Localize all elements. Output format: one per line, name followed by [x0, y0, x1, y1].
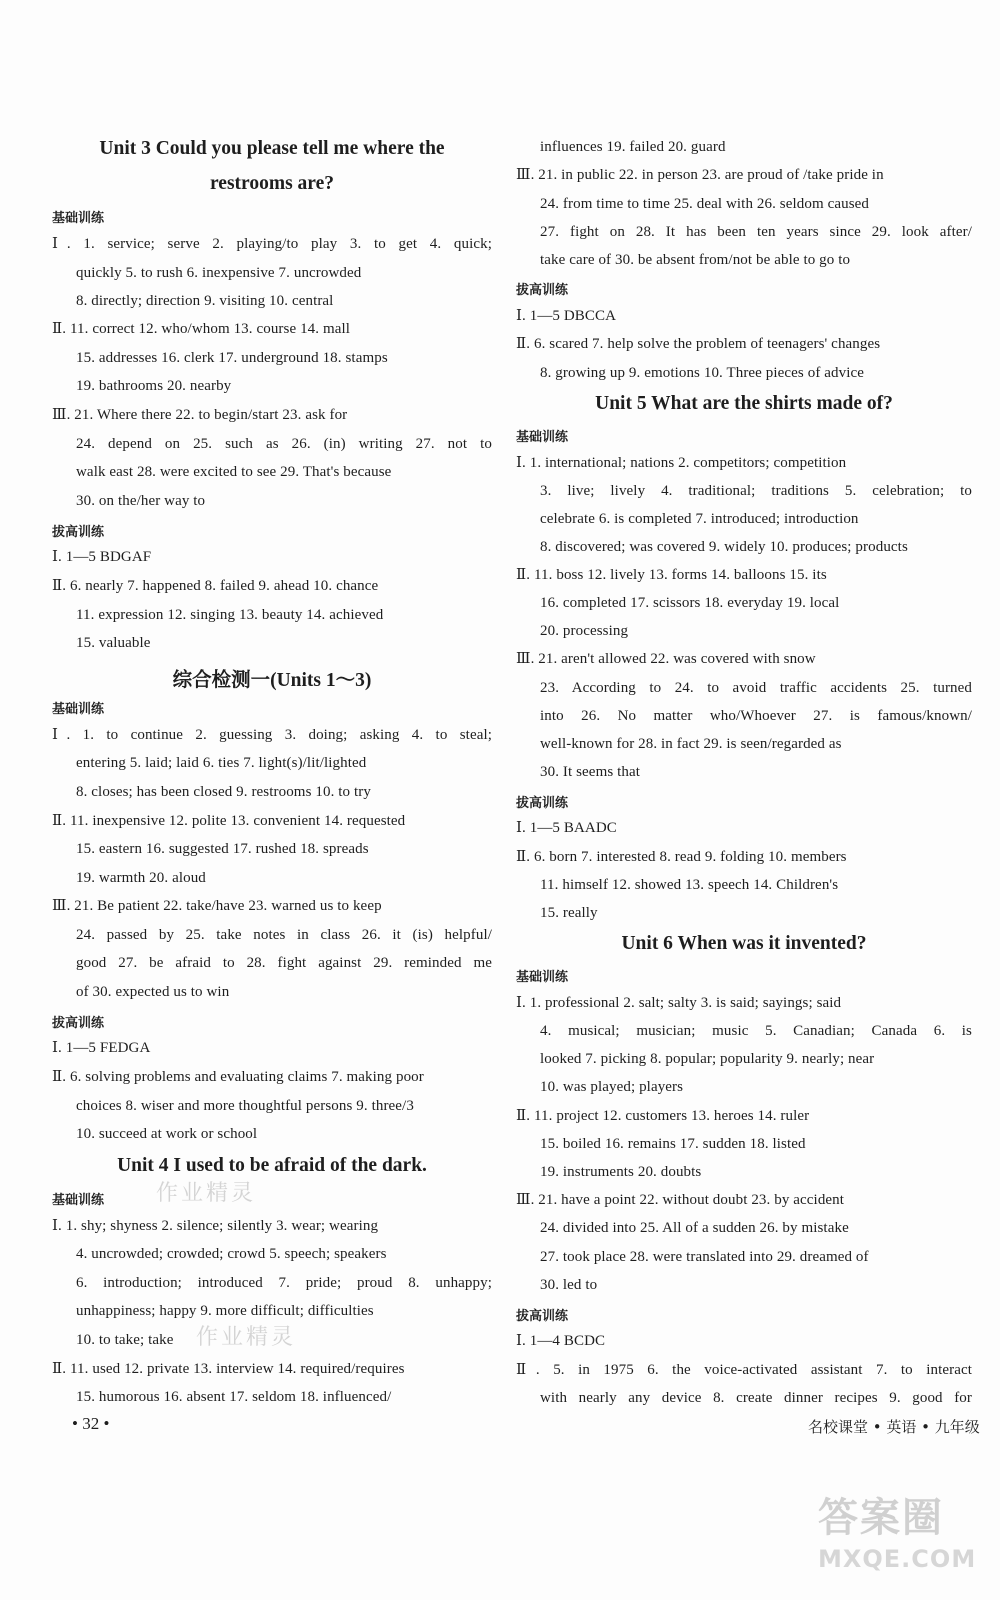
- answer-line: 30. led to: [540, 1277, 598, 1293]
- answer-line: 30. It seems that: [540, 764, 641, 780]
- answer-line: Ⅰ. 1. service; serve 2. playing/to play 3. to get 4. quick;: [52, 236, 492, 252]
- answer-line: 24. from time to time 25. deal with 26. seldom caused: [540, 196, 869, 212]
- answer-line: 30. on the/her way to: [76, 493, 206, 509]
- answer-line: 24. passed by 25. take notes in class 26. it (is) helpful/: [76, 927, 492, 943]
- answer-line: 8. growing up 9. emotions 10. Three pieces of advice: [540, 365, 865, 381]
- answer-line: Ⅱ. 11. used 12. private 13. interview 14. required/requires: [52, 1361, 405, 1377]
- answer-line: 15. addresses 16. clerk 17. underground 18. stamps: [76, 350, 388, 366]
- unit4-title: Unit 4 I used to be afraid of the dark.: [117, 1155, 427, 1176]
- answer-line: Ⅱ. 11. inexpensive 12. polite 13. convenient 14. requested: [52, 813, 406, 829]
- section-basic: 基础训练: [516, 430, 569, 445]
- answer-line: Ⅰ. 1—5 BAADC: [516, 820, 617, 836]
- answer-line: Ⅱ. 6. solving problems and evaluating claims 7. making poor: [52, 1069, 424, 1085]
- section-advanced: 拔高训练: [52, 1016, 105, 1031]
- answer-line: unhappiness; happy 9. more difficult; difficulties: [76, 1303, 374, 1319]
- watermark-logo-text: 答案圈: [818, 1495, 944, 1541]
- answer-line: Ⅲ. 21. Be patient 22. take/have 23. warned us to keep: [52, 898, 382, 914]
- answer-line: Ⅲ. 21. in public 22. in person 23. are proud of /take pride in: [516, 167, 884, 183]
- answer-line: 8. closes; has been closed 9. restrooms 10. to try: [76, 784, 371, 800]
- answer-line: with nearly any device 8. create dinner recipes 9. good for: [540, 1390, 972, 1406]
- answer-line: Ⅱ. 11. boss 12. lively 13. forms 14. balloons 15. its: [516, 567, 827, 583]
- unit3-title: Unit 3 Could you please tell me where the: [99, 138, 445, 159]
- answer-line: Ⅰ. 1. shy; shyness 2. silence; silently 3. wear; wearing: [52, 1218, 379, 1234]
- answer-line: 4. uncrowded; crowded; crowd 5. speech; speakers: [76, 1246, 387, 1262]
- answer-line: 27. fight on 28. It has been ten years since 29. look after/: [540, 224, 972, 240]
- answer-line: 15. valuable: [76, 635, 151, 651]
- watermark-url: MXQE.COM: [818, 1545, 977, 1573]
- answer-line: good 27. be afraid to 28. fight against 29. reminded me: [76, 955, 492, 971]
- answer-line: Ⅱ. 5. in 1975 6. the voice-activated assistant 7. to interact: [516, 1362, 972, 1378]
- answer-line: 3. live; lively 4. traditional; traditions 5. celebration; to: [540, 483, 972, 499]
- page-number: • 32 •: [72, 1414, 110, 1433]
- section-basic: 基础训练: [52, 211, 105, 226]
- answer-line: Ⅰ. 1—5 BDGAF: [52, 549, 152, 565]
- answer-line: 15. humorous 16. absent 17. seldom 18. influenced/: [76, 1389, 392, 1405]
- answer-line: 10. succeed at work or school: [76, 1126, 258, 1142]
- answer-line: Ⅰ. 1. to continue 2. guessing 3. doing; asking 4. to steal;: [52, 727, 492, 743]
- review-title: 综合检测一(Units 1～3): [172, 670, 372, 691]
- answer-line: 10. to take; take: [76, 1332, 174, 1348]
- answer-line: Ⅰ. 1—5 DBCCA: [516, 308, 617, 324]
- answer-line: 6. introduction; introduced 7. pride; proud 8. unhappy;: [76, 1275, 492, 1291]
- answer-line: Ⅰ. 1—4 BCDC: [516, 1333, 606, 1349]
- answer-line: 19. instruments 20. doubts: [540, 1164, 702, 1180]
- section-advanced: 拔高训练: [516, 796, 569, 811]
- section-advanced: 拔高训练: [52, 525, 105, 540]
- answer-line: 10. was played; players: [540, 1079, 684, 1095]
- answer-line: choices 8. wiser and more thoughtful persons 9. three/3: [76, 1098, 414, 1114]
- answer-line: 15. eastern 16. suggested 17. rushed 18. spreads: [76, 841, 369, 857]
- answer-line: 15. really: [540, 905, 598, 921]
- section-advanced: 拔高训练: [516, 283, 569, 298]
- answer-line: 19. warmth 20. aloud: [76, 870, 206, 886]
- book-info: 名校课堂 • 英语 • 九年级: [808, 1418, 980, 1436]
- section-basic: 基础训练: [516, 970, 569, 985]
- unit6-title: Unit 6 When was it invented?: [621, 933, 867, 954]
- answer-line: quickly 5. to rush 6. inexpensive 7. uncrowded: [76, 265, 362, 281]
- site-watermark: [818, 1486, 977, 1586]
- answer-line: take care of 30. be absent from/not be able to go to: [540, 252, 851, 268]
- answer-line: celebrate 6. is completed 7. introduced; introduction: [540, 511, 859, 527]
- answer-line: well-known for 28. in fact 29. is seen/regarded as: [540, 736, 842, 752]
- answer-line: 15. boiled 16. remains 17. sudden 18. listed: [540, 1136, 806, 1152]
- answer-line: entering 5. laid; laid 6. ties 7. light(s)/lit/lighted: [76, 755, 367, 771]
- answer-line: looked 7. picking 8. popular; popularity 9. nearly; near: [540, 1051, 875, 1067]
- answer-line: 11. expression 12. singing 13. beauty 14. achieved: [76, 607, 384, 623]
- section-basic: 基础训练: [52, 702, 105, 717]
- answer-line: Ⅱ. 11. correct 12. who/whom 13. course 14. mall: [52, 321, 351, 337]
- answer-line: 8. discovered; was covered 9. widely 10. produces; products: [540, 539, 908, 555]
- answer-line: Ⅰ. 1—5 FEDGA: [52, 1040, 151, 1056]
- answer-line: influences 19. failed 20. guard: [540, 139, 726, 155]
- answer-line: Ⅱ. 11. project 12. customers 13. heroes 14. ruler: [516, 1108, 810, 1124]
- answer-line: of 30. expected us to win: [76, 984, 230, 1000]
- answer-line: Ⅱ. 6. born 7. interested 8. read 9. folding 10. members: [516, 849, 847, 865]
- answer-line: 19. bathrooms 20. nearby: [76, 378, 232, 394]
- faint-watermark: 作业精灵: [196, 1325, 297, 1350]
- faint-watermark: 作业精灵: [156, 1181, 257, 1206]
- answer-line: Ⅲ. 21. aren't allowed 22. was covered with snow: [516, 651, 816, 667]
- answer-line: 8. directly; direction 9. visiting 10. central: [76, 293, 334, 309]
- answer-line: Ⅲ. 21. Where there 22. to begin/start 23. ask for: [52, 407, 348, 423]
- answer-line: 27. took place 28. were translated into 29. dreamed of: [540, 1249, 869, 1265]
- answer-line: 24. depend on 25. such as 26. (in) writing 27. not to: [76, 436, 492, 452]
- answer-line: 11. himself 12. showed 13. speech 14. Children's: [540, 877, 839, 893]
- answer-line: Ⅲ. 21. have a point 22. without doubt 23. by accident: [516, 1192, 845, 1208]
- answer-line: into 26. No matter who/Whoever 27. is famous/known/: [540, 708, 972, 724]
- answer-line: 16. completed 17. scissors 18. everyday 19. local: [540, 595, 840, 611]
- answer-line: 4. musical; musician; music 5. Canadian; Canada 6. is: [540, 1023, 972, 1039]
- section-advanced: 拔高训练: [516, 1309, 569, 1324]
- answer-line: Ⅱ. 6. nearly 7. happened 8. failed 9. ahead 10. chance: [52, 578, 379, 594]
- answer-line: Ⅰ. 1. international; nations 2. competitors; competition: [516, 455, 847, 471]
- answer-line: 24. divided into 25. All of a sudden 26. by mistake: [540, 1220, 849, 1236]
- unit5-title: Unit 5 What are the shirts made of?: [595, 393, 893, 414]
- answer-line: 23. According to 24. to avoid traffic accidents 25. turned: [540, 680, 972, 696]
- unit3-title-cont: restrooms are?: [209, 173, 334, 194]
- answer-line: 20. processing: [540, 623, 629, 639]
- answer-line: Ⅱ. 6. scared 7. help solve the problem of teenagers' changes: [516, 336, 881, 352]
- answer-line: Ⅰ. 1. professional 2. salt; salty 3. is said; sayings; said: [516, 995, 842, 1011]
- answer-line: walk east 28. were excited to see 29. That's because: [76, 464, 392, 480]
- section-basic: 基础训练: [52, 1193, 105, 1208]
